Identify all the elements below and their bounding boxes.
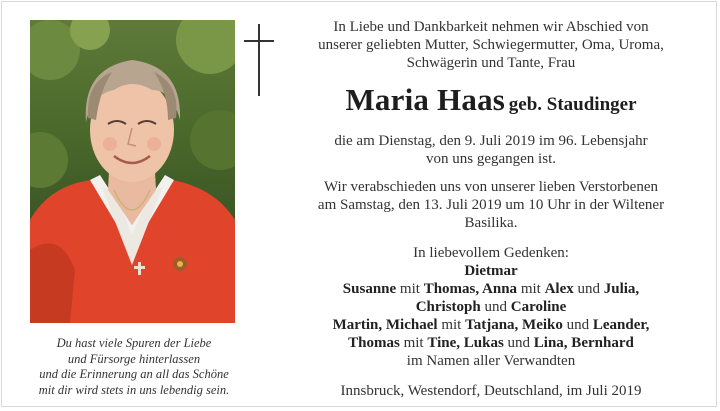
mourner-line bbox=[287, 316, 695, 334]
mourner-name: Tatjana, Meiko bbox=[465, 317, 563, 333]
connector-text: und bbox=[573, 281, 604, 297]
caption-line: und Fürsorge hinterlassen bbox=[67, 351, 201, 366]
death-info-line: von uns gegangen ist. bbox=[426, 151, 556, 167]
place-date: Innsbruck, Westendorf, Deutschland, im Juli 2019 bbox=[340, 383, 642, 399]
connector-text: und bbox=[503, 335, 534, 351]
intro-text bbox=[287, 18, 695, 72]
mourner-name: Tine, Lukas bbox=[427, 335, 504, 351]
mourner-line: Dietmar bbox=[464, 263, 518, 279]
mourner-line bbox=[287, 334, 695, 352]
caption-line: Du hast viele Spuren der Liebe bbox=[56, 336, 212, 350]
obituary-notice bbox=[1, 1, 717, 407]
death-info bbox=[287, 132, 695, 168]
connector-text: und bbox=[480, 299, 511, 315]
connector-text: mit bbox=[396, 281, 424, 297]
funeral-info-line: am Samstag, den 13. Juli 2019 um 10 Uhr in der Wiltener bbox=[317, 197, 665, 213]
cross-icon bbox=[242, 24, 276, 96]
mourner-name: Alex bbox=[544, 281, 574, 297]
birth-name: geb. Staudinger bbox=[508, 94, 637, 115]
connector-text: und bbox=[562, 317, 593, 333]
mourner-name: Lina, Bernhard bbox=[533, 335, 634, 351]
deceased-name bbox=[287, 82, 695, 124]
connector-text: mit bbox=[399, 335, 428, 351]
connector-text: mit bbox=[517, 281, 545, 297]
funeral-info bbox=[287, 178, 695, 232]
notice-text bbox=[287, 18, 695, 400]
intro-line: Schwägerin und Tante, Frau bbox=[406, 55, 576, 71]
intro-line: unserer geliebten Mutter, Schwiegermutter, Oma, Uroma, bbox=[318, 37, 664, 53]
mourner-name: Leander, bbox=[592, 317, 650, 333]
portrait-illustration bbox=[30, 20, 235, 323]
mourner-name: Julia, bbox=[603, 281, 640, 297]
mourner-name: Martin, Michael bbox=[332, 317, 438, 333]
photo-caption bbox=[20, 336, 248, 398]
mourners-heading: In liebevollem Gedenken: bbox=[413, 245, 569, 261]
mourner-name: Susanne bbox=[342, 281, 397, 297]
portrait-photo bbox=[30, 20, 235, 323]
intro-line: In Liebe und Dankbarkeit nehmen wir Abschied von bbox=[333, 19, 649, 35]
mourner-line bbox=[287, 298, 695, 316]
death-info-line: die am Dienstag, den 9. Juli 2019 im 96. Lebensjahr bbox=[334, 133, 648, 149]
funeral-info-line: Wir verabschieden uns von unserer lieben Verstorbenen bbox=[323, 179, 658, 195]
mourner-name: Thomas, Anna bbox=[423, 281, 518, 297]
mourners-list bbox=[287, 244, 695, 370]
mourner-line bbox=[287, 280, 695, 298]
mourner-name: Caroline bbox=[510, 299, 567, 315]
mourner-name: Thomas bbox=[348, 335, 400, 351]
mourners-closing: im Namen aller Verwandten bbox=[406, 353, 576, 369]
mourner-name: Christoph bbox=[415, 299, 481, 315]
caption-line: mit dir wird stets in uns lebendig sein. bbox=[38, 382, 230, 397]
connector-text: mit bbox=[437, 317, 466, 333]
deceased-name-main: Maria Haas bbox=[345, 82, 506, 117]
caption-line: und die Erinnerung an all das Schöne bbox=[39, 367, 229, 381]
funeral-info-line: Basilika. bbox=[464, 215, 518, 231]
